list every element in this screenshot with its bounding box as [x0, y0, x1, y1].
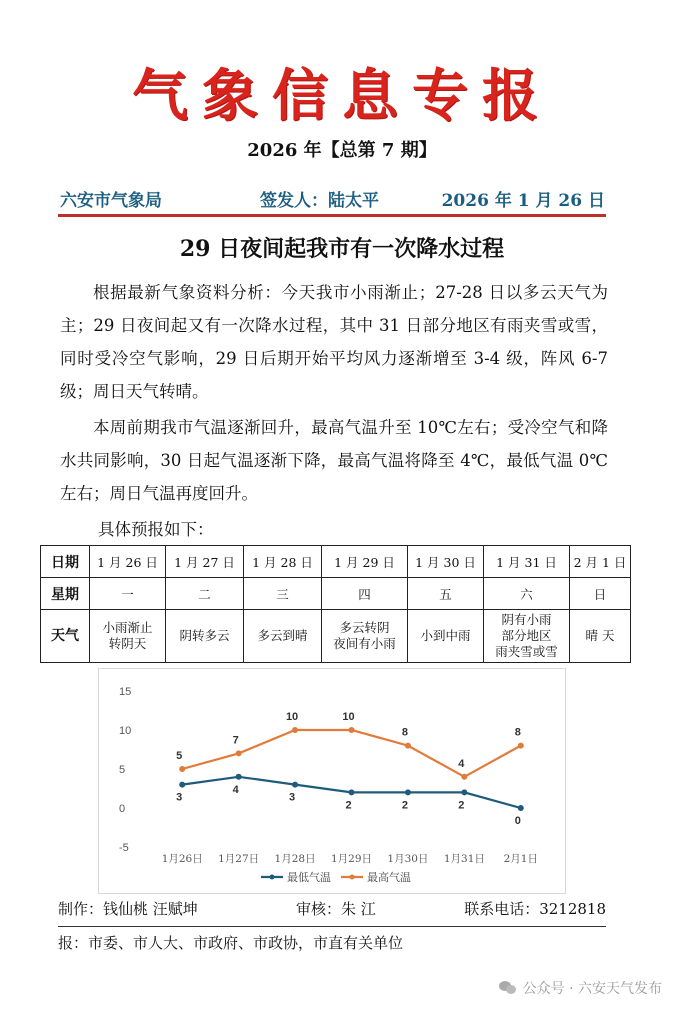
row-label-weather: 天气	[41, 610, 90, 663]
data-label: 2	[458, 799, 465, 812]
date-cell: 1 月 26 日	[90, 546, 166, 578]
x-tick-label: 1月30日	[387, 853, 429, 865]
issue-number: 2026 年【总第 7 期】	[247, 140, 437, 161]
weekday-cell: 一	[90, 578, 166, 610]
date-row	[41, 546, 631, 578]
data-label: 10	[342, 711, 355, 723]
issuing-org: 六安市气象局	[60, 191, 162, 211]
weekday-row	[41, 578, 631, 610]
weather-cell: 小到中雨	[408, 610, 484, 663]
weather-row	[41, 610, 631, 663]
data-label: 3	[176, 791, 183, 804]
weekday-cell: 二	[166, 578, 244, 610]
weekday-cell: 日	[570, 578, 631, 610]
data-point	[518, 743, 524, 749]
footer-divider	[58, 926, 606, 927]
data-point	[461, 774, 467, 780]
data-label: 7	[232, 734, 239, 747]
data-label: 2	[401, 799, 408, 812]
reviewer: 审核：朱 江	[296, 900, 376, 918]
contact-phone: 联系电话：3212818	[464, 900, 606, 918]
data-label: 10	[285, 711, 299, 723]
x-tick-label: 1月28日	[274, 853, 316, 865]
date-cell: 2 月 1 日	[570, 546, 631, 578]
weather-cell: 阴转多云	[166, 610, 244, 663]
data-point	[405, 789, 411, 795]
row-label-weekday: 星期	[41, 578, 90, 610]
meta-row	[60, 186, 605, 211]
headline: 29 日夜间起我市有一次降水过程	[179, 236, 505, 262]
wechat-icon	[499, 981, 517, 995]
weather-cell: 晴 天	[570, 610, 631, 663]
date-cell: 1 月 28 日	[244, 546, 322, 578]
data-label: 5	[176, 750, 183, 762]
watermark-text: 公众号 · 六安天气发布	[522, 981, 662, 997]
paragraph-temperature: 本周前期我市气温逐渐回升，最高气温升至 10℃左右；受冷空气和降水共同影响，30 日起气温逐渐下降，最高气温将降至 4℃，最低气温 0℃左右；周日气温再度回升。	[60, 418, 608, 503]
data-point	[405, 743, 411, 749]
x-tick-label: 1月27日	[218, 853, 260, 865]
data-point	[518, 805, 524, 811]
header-divider	[58, 214, 606, 217]
temperature-chart-svg	[99, 669, 565, 893]
data-label: 4	[232, 783, 239, 796]
y-tick-label: 0	[119, 803, 126, 815]
watermark	[499, 978, 662, 998]
maker: 制作：钱仙桃 汪赋坤	[58, 900, 198, 918]
weekday-cell: 六	[484, 578, 570, 610]
row-label-date: 日期	[41, 546, 90, 578]
weekday-cell: 五	[408, 578, 484, 610]
recipients: 报：市委、市人大、市政府、市政协，市直有关单位	[58, 934, 404, 952]
x-tick-label: 1月29日	[330, 853, 373, 865]
weather-cell: 小雨渐止 转阴天	[90, 610, 166, 663]
y-tick-label: -5	[119, 842, 129, 854]
y-tick-label: 10	[119, 725, 132, 737]
data-point	[236, 774, 242, 780]
date-cell: 1 月 29 日	[322, 546, 408, 578]
date-cell: 1 月 31 日	[484, 546, 570, 578]
paragraph-precipitation: 根据最新气象资料分析：今天我市小雨渐止；27-28 日以多云天气为主；29 日夜间起又有一次降水过程，其中 31 日部分地区有雨夹雪或雪，同时受冷空气影响，29 日后期开始平均风力逐渐增至 3-4 级，阵风 6-7 级；周日天气转晴。	[60, 283, 608, 401]
data-point	[349, 727, 355, 733]
legend-marker	[270, 875, 275, 880]
data-point	[292, 782, 298, 788]
masthead-title: 气象信息专报	[132, 63, 552, 129]
issue-date: 2026 年 1 月 26 日	[441, 191, 605, 211]
weather-cell: 多云到晴	[244, 610, 322, 663]
x-tick-label: 1月26日	[161, 853, 203, 865]
forecast-intro: 具体预报如下：	[98, 520, 214, 539]
weekday-cell: 四	[322, 578, 408, 610]
data-point	[461, 789, 467, 795]
data-point	[179, 766, 185, 772]
x-tick-label: 2月1日	[503, 853, 538, 865]
data-label: 3	[289, 791, 296, 804]
legend-marker	[350, 875, 355, 880]
data-point	[292, 727, 298, 733]
y-tick-label: 5	[119, 764, 126, 776]
data-label: 8	[401, 726, 408, 739]
weekday-cell: 三	[244, 578, 322, 610]
date-cell: 1 月 30 日	[408, 546, 484, 578]
data-label: 0	[514, 815, 521, 827]
data-label: 8	[514, 726, 521, 739]
forecast-table	[40, 545, 631, 663]
x-tick-label: 1月31日	[443, 853, 485, 865]
data-point	[349, 789, 355, 795]
legend-label: 最低气温	[287, 871, 331, 884]
data-label: 4	[458, 757, 465, 770]
date-cell: 1 月 27 日	[166, 546, 244, 578]
y-tick-label: 15	[119, 686, 132, 698]
footer-credits	[58, 898, 606, 920]
temperature-chart	[98, 668, 566, 894]
data-point	[179, 782, 185, 788]
weather-cell: 阴有小雨 部分地区 雨夹雪或雪	[484, 610, 570, 663]
signer: 签发人：陆太平	[260, 191, 379, 211]
data-point	[236, 750, 242, 756]
legend-label: 最高气温	[367, 871, 411, 884]
weather-cell: 多云转阴 夜间有小雨	[322, 610, 408, 663]
data-label: 2	[345, 799, 352, 812]
